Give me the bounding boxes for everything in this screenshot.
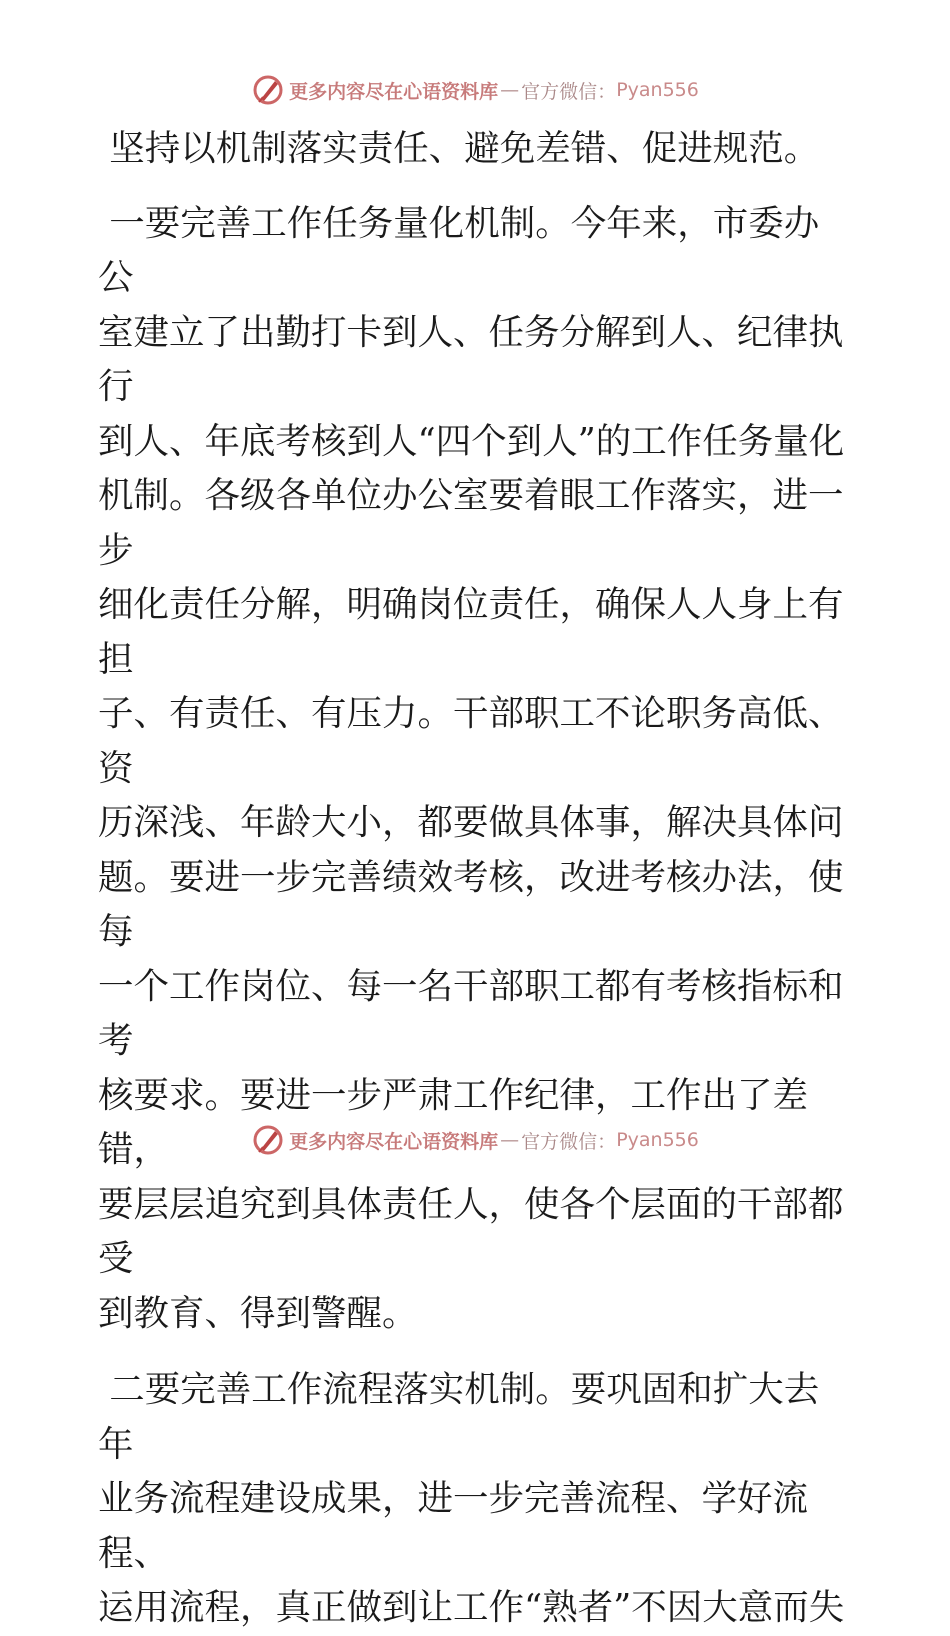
text-line: 到教育、得到警醒。	[98, 1292, 418, 1334]
text-line: 运用流程，真正做到让工作“熟者”不因大意而失	[98, 1587, 845, 1628]
quill-logo-icon	[251, 1123, 285, 1157]
paragraph-2	[98, 197, 850, 1342]
banner-wechat-id: Pyan556	[616, 1129, 699, 1151]
banner-wechat-label: 官方微信：	[521, 1130, 617, 1153]
banner-main-text: 更多内容尽在心语资料库	[289, 1130, 499, 1153]
text-line: 细化责任分解，明确岗位责任，确保人人身上有担	[98, 584, 844, 680]
text-line: 到人、年底考核到人“四个到人”的工作任务量化	[98, 420, 845, 462]
banner-separator: —	[500, 79, 520, 101]
document-body	[98, 122, 850, 1636]
text-line: 二要完善工作流程落实机制。要巩固和扩大去年	[98, 1369, 820, 1465]
text-line: 业务流程建设成果，进一步完善流程、学好流程、	[98, 1478, 809, 1574]
watermark-banner-top	[0, 70, 950, 110]
text-line: 一要完善工作任务量化机制。今年来，市委办公	[98, 202, 820, 298]
banner-wechat-id: Pyan556	[616, 79, 699, 101]
banner-separator: —	[500, 1129, 520, 1151]
text-line: 子、有责任、有压力。干部职工不论职务高低、资	[98, 693, 844, 789]
text-line: 坚持以机制落实责任、避免差错、促进规范。	[98, 128, 820, 169]
banner-main-text: 更多内容尽在心语资料库	[289, 80, 499, 103]
paragraph-1	[98, 122, 850, 177]
text-line: 要层层追究到具体责任人，使各个层面的干部都受	[98, 1183, 844, 1279]
text-line: 历深浅、年龄大小，都要做具体事，解决具体问	[98, 802, 844, 843]
text-line: 机制。各级各单位办公室要着眼工作落实，进一步	[98, 475, 844, 571]
quill-logo-icon	[251, 73, 285, 107]
paragraph-3	[98, 1363, 850, 1636]
text-line: 核要求。要进一步严肃工作纪律，工作出了差错，	[98, 1074, 809, 1170]
banner-wechat-label: 官方微信：	[521, 80, 617, 103]
text-line: 一个工作岗位、每一名干部职工都有考核指标和考	[98, 965, 844, 1061]
text-line: 室建立了出勤打卡到人、任务分解到人、纪律执行	[98, 311, 844, 407]
watermark-banner-bottom	[0, 1120, 950, 1160]
text-line: 题。要进一步完善绩效考核，改进考核办法，使每	[98, 856, 844, 952]
